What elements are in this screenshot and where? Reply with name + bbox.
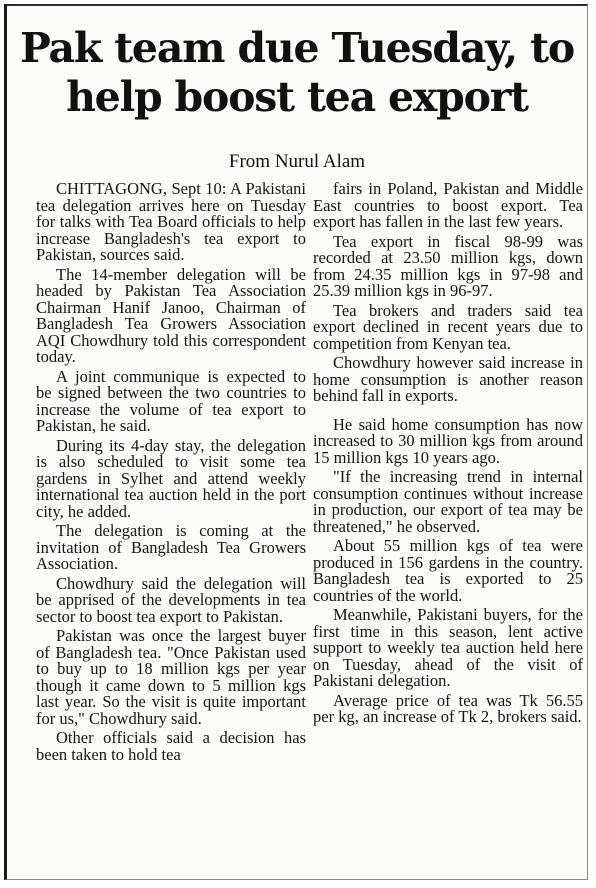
article-paragraph: Chowdhury however said increase in home consumption is another reason behind fall in exports. — [313, 353, 583, 405]
article-paragraph: fairs in Poland, Pakistan and Middle East countries to boost export. Tea export has fallen in the last few years. — [313, 179, 583, 231]
byline: From Nurul Alam — [228, 151, 366, 172]
article-paragraph: The delegation is coming at the invitation of Bangladesh Tea Growers Association. — [36, 521, 306, 573]
article-column-right — [313, 181, 583, 729]
article-paragraph: He said home consumption has now increased to 30 million kgs from around 15 million kgs 10 years ago. — [313, 414, 583, 467]
article-paragraph: Tea brokers and traders said tea export declined in recent years due to competition from Kenyan tea. — [313, 300, 583, 353]
article-paragraph: Pakistan was once the largest buyer of Bangladesh tea. "Once Pakistan used to buy up to 18 million kgs per year though it came down to 5 million kgs last year. So the visit is quite important for us," Chowdhury said. — [36, 626, 306, 728]
article-paragraph: A joint communique is expected to be signed between the two countries to increase the volume of tea export to Pakistan, he said. — [36, 366, 306, 435]
article-column-left — [36, 181, 306, 766]
newspaper-clipping — [4, 4, 588, 880]
article-paragraph: During its 4-day stay, the delegation is also scheduled to visit some tea gardens in Sylhet and attend weekly international tea auction held in the port city, he added. — [36, 435, 306, 521]
article-paragraph: Tea export in fiscal 98-99 was recorded at 23.50 million kgs, down from 24.35 million kgs in 97-98 and 25.39 million kgs in 96-97. — [313, 231, 583, 300]
article-paragraph: The 14-member delegation will be headed by Pakistan Tea Association Chairman Hanif Janoo, Chairman of Bangladesh Tea Growers Association AQI Chowdhury told this correspondent today. — [36, 264, 306, 366]
article-paragraph: Average price of tea was Tk 56.55 per kg, an increase of Tk 2, brokers said. — [313, 690, 583, 726]
article-paragraph: "If the increasing trend in internal consumption continues without increase in production, our export of tea may be threatened," he observed. — [313, 467, 583, 536]
headline-line-1: Pak team due Tuesday, to — [20, 24, 574, 72]
headline — [7, 24, 587, 122]
article-paragraph: CHITTAGONG, Sept 10: A Pakistani tea delegation arrives here on Tuesday for talks with Tea Board officials to help increase Bangladesh's tea export to Pakistan, sources said. — [36, 179, 306, 264]
article-paragraph: Other officials said a decision has been taken to hold tea — [36, 728, 306, 764]
article-paragraph: Chowdhury said the delegation will be apprised of the developments in tea sector to boost tea export to Pakistan. — [36, 573, 306, 626]
headline-line-2: help boost tea export — [66, 73, 528, 121]
article-paragraph: Meanwhile, Pakistani buyers, for the first time in this season, lent active support to weekly tea auction held here on Tuesday, ahead of the visit of Pakistani delegation. — [313, 605, 583, 690]
article-paragraph: About 55 million kgs of tea were produced in 156 gardens in the country. Bangladesh tea is exported to 25 countries of the world. — [313, 536, 583, 605]
